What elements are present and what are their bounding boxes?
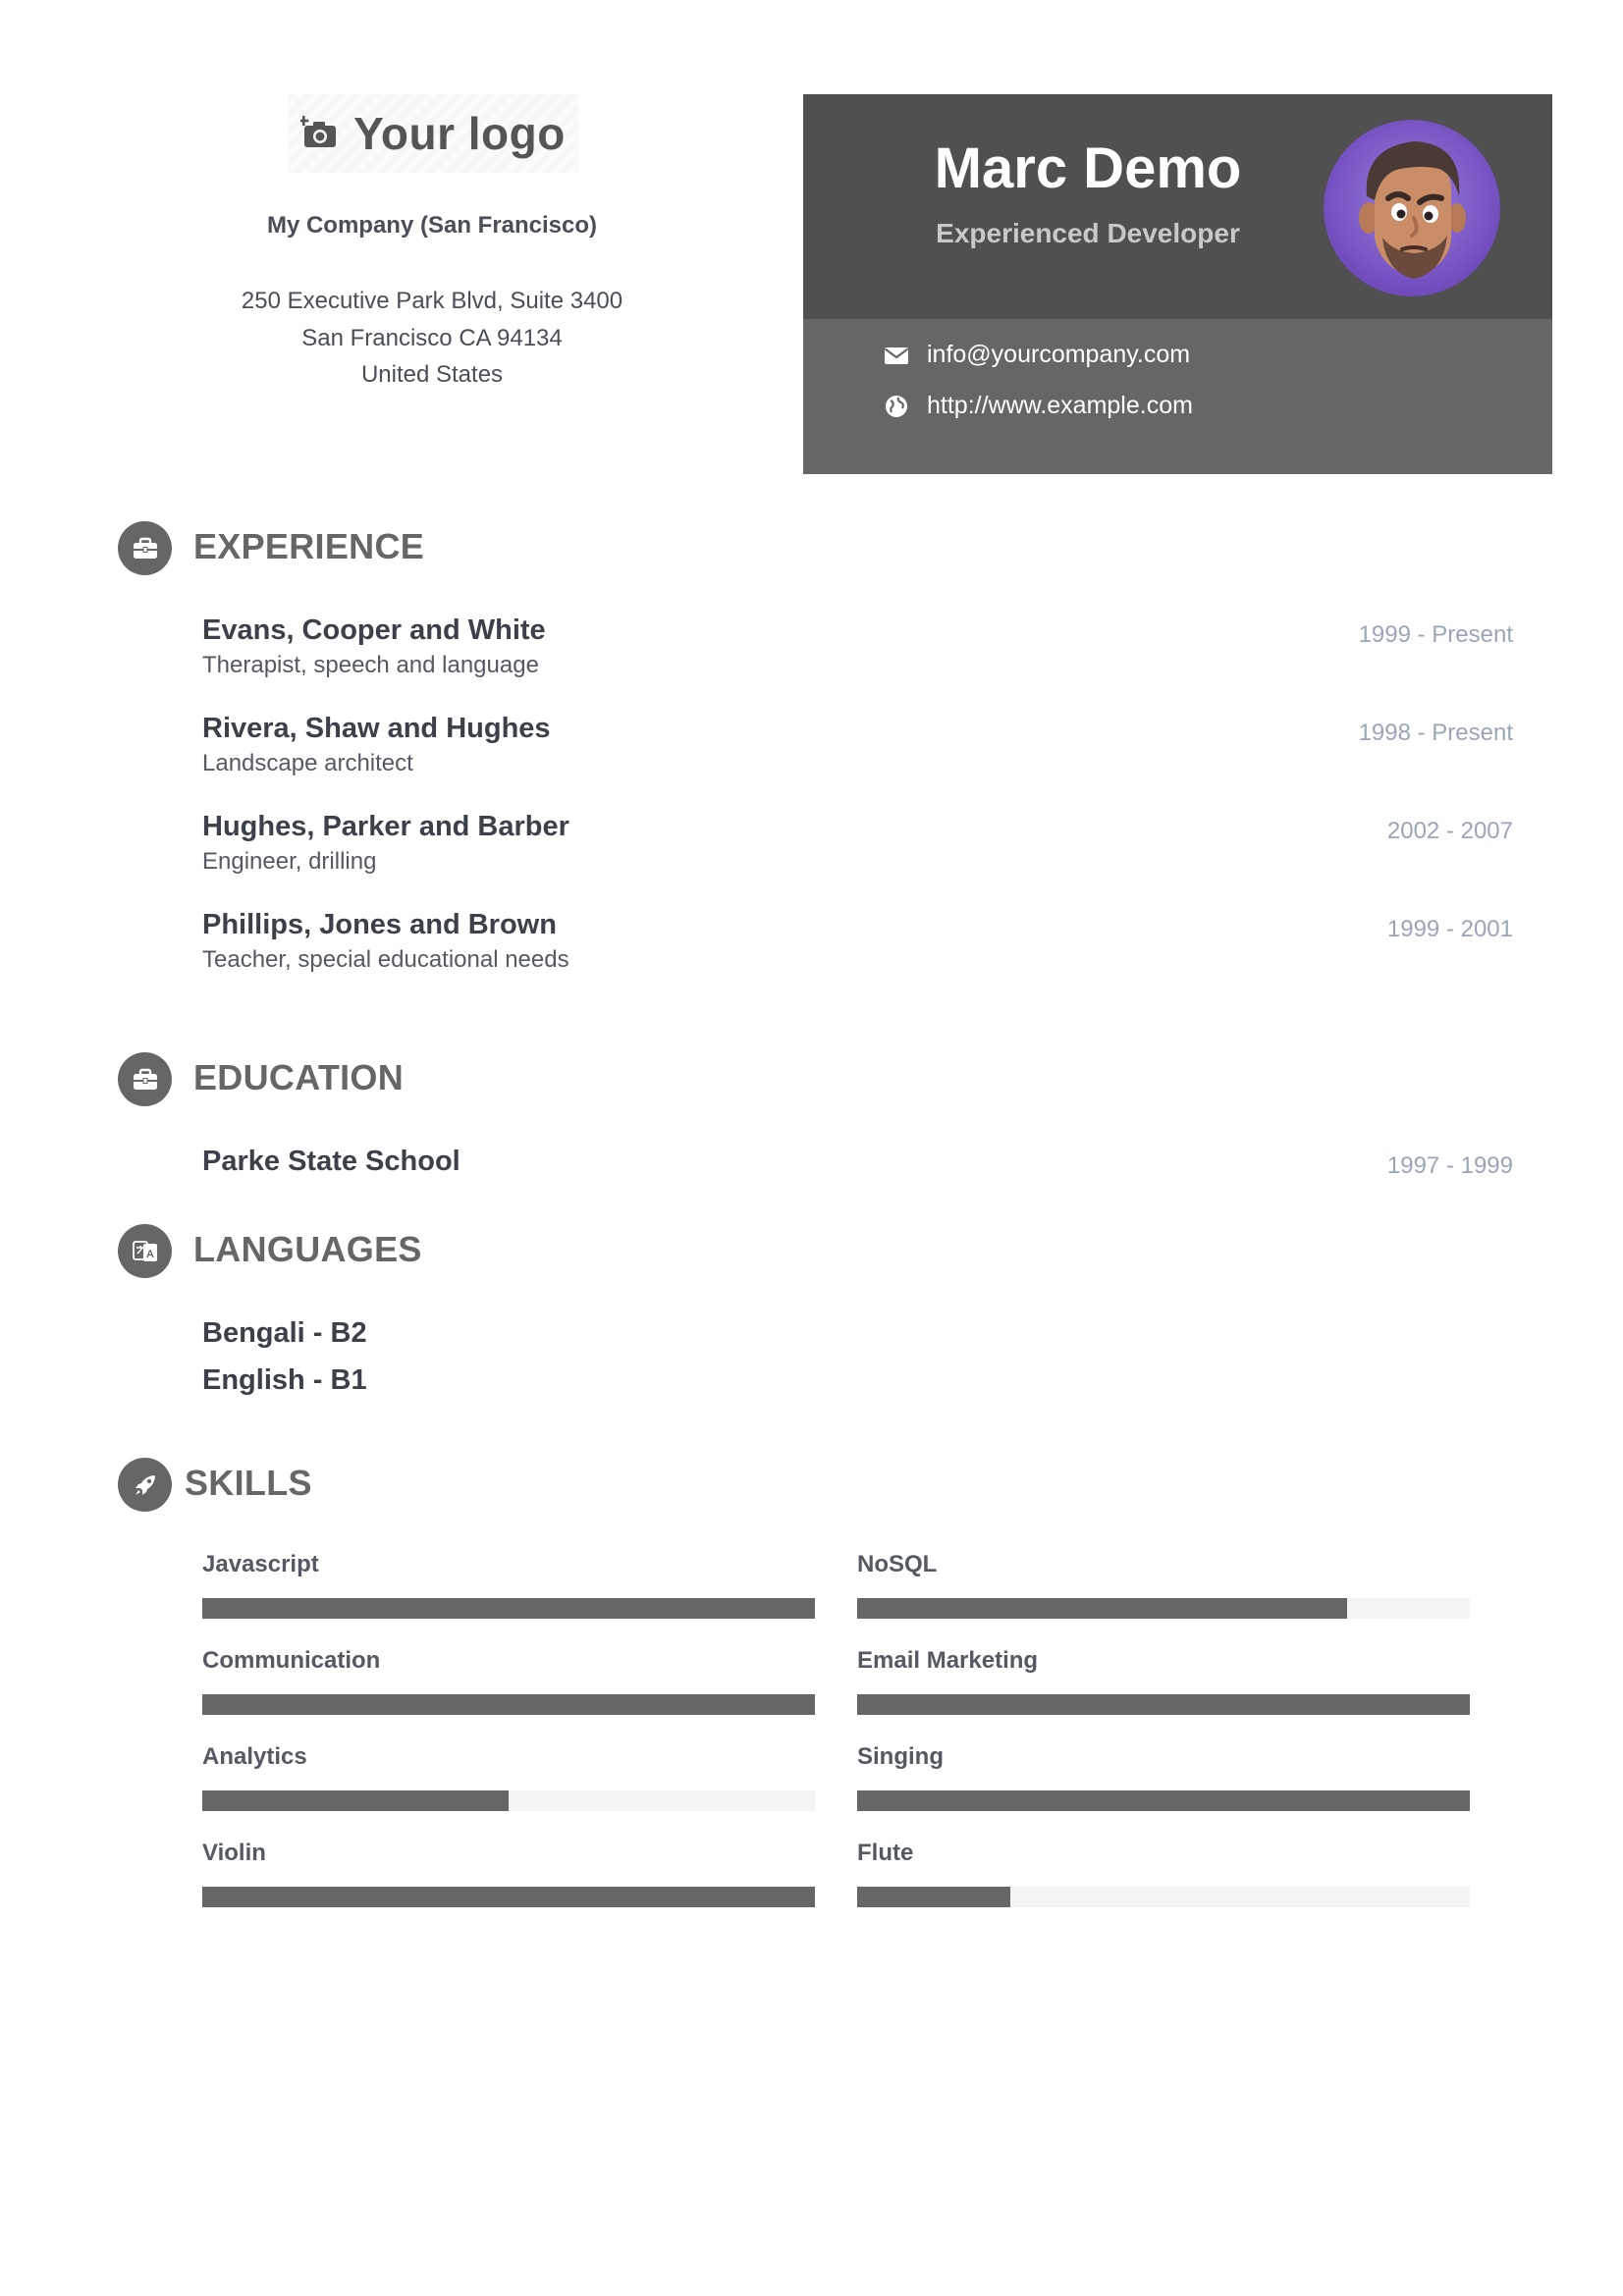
language-item: English - B1 <box>202 1364 367 1396</box>
education-heading: EDUCATION <box>193 1057 405 1097</box>
experience-heading: EXPERIENCE <box>193 526 425 566</box>
skill-bar-track <box>857 1598 1470 1619</box>
languages-heading: LANGUAGES <box>193 1229 422 1269</box>
language-item: Bengali - B2 <box>202 1317 367 1349</box>
experience-company: Rivera, Shaw and Hughes <box>202 713 551 744</box>
avatar-illustration <box>1324 120 1500 296</box>
envelope-icon <box>884 343 909 368</box>
rocket-icon <box>131 1470 160 1500</box>
email-link[interactable]: info@yourcompany.com <box>927 341 1191 368</box>
experience-company: Phillips, Jones and Brown <box>202 909 557 940</box>
experience-company: Hughes, Parker and Barber <box>202 811 569 842</box>
skill-bar-track <box>202 1887 815 1907</box>
experience-role: Therapist, speech and language <box>202 652 539 678</box>
skill-bar-track <box>202 1790 815 1811</box>
website-row[interactable] <box>884 392 1193 420</box>
skill-bar-fill <box>202 1887 815 1907</box>
skill-bar-fill <box>857 1887 1010 1907</box>
profile-card <box>803 94 1552 474</box>
skills-heading: SKILLS <box>185 1463 312 1503</box>
experience-dates: 1999 - 2001 <box>1386 916 1513 942</box>
education-section-icon <box>118 1052 172 1106</box>
language-icon <box>131 1237 160 1266</box>
education-dates: 1997 - 1999 <box>1386 1152 1513 1179</box>
skill-label: Singing <box>857 1743 944 1770</box>
skill-label: Email Marketing <box>857 1647 1039 1674</box>
experience-section-icon <box>118 521 172 575</box>
languages-section-icon <box>118 1224 172 1278</box>
email-row[interactable] <box>884 341 1190 369</box>
experience-dates: 1999 - Present <box>1358 621 1513 648</box>
experience-dates: 1998 - Present <box>1358 720 1513 746</box>
company-name: My Company (San Francisco) <box>266 212 598 239</box>
skill-bar-track <box>202 1694 815 1715</box>
avatar <box>1324 120 1500 296</box>
skill-bar-fill <box>857 1790 1470 1811</box>
skill-label: Javascript <box>202 1551 319 1577</box>
address-line: United States <box>360 361 504 388</box>
skill-label: Violin <box>202 1840 266 1866</box>
briefcase-icon <box>131 534 160 563</box>
skill-bar-track <box>202 1598 815 1619</box>
experience-role: Teacher, special educational needs <box>202 946 569 973</box>
experience-role: Landscape architect <box>202 750 413 776</box>
skill-label: Analytics <box>202 1743 307 1770</box>
company-logo <box>288 94 578 173</box>
website-link[interactable]: http://www.example.com <box>927 392 1193 419</box>
education-school: Parke State School <box>202 1146 460 1177</box>
skill-bar-fill <box>857 1694 1470 1715</box>
skill-bar-fill <box>202 1694 815 1715</box>
person-name: Marc Demo <box>934 136 1242 200</box>
globe-icon <box>884 394 909 419</box>
logo-text: Your logo <box>353 108 566 159</box>
profile-card-top <box>803 94 1552 319</box>
person-title: Experienced Developer <box>936 218 1240 248</box>
address-line: 250 Executive Park Blvd, Suite 3400 <box>241 288 623 314</box>
skill-bar-fill <box>202 1790 509 1811</box>
profile-card-contacts <box>803 319 1552 474</box>
skill-bar-fill <box>857 1598 1347 1619</box>
skills-section-icon <box>118 1458 172 1512</box>
address-line: San Francisco CA 94134 <box>301 324 563 351</box>
camera-plus-icon <box>300 114 340 153</box>
experience-role: Engineer, drilling <box>202 848 377 875</box>
skill-bar-track <box>857 1694 1470 1715</box>
skill-bar-fill <box>202 1598 815 1619</box>
skill-label: Flute <box>857 1840 914 1866</box>
experience-dates: 2002 - 2007 <box>1386 818 1513 844</box>
briefcase-icon <box>131 1065 160 1095</box>
company-address <box>128 283 736 394</box>
skill-bar-track <box>857 1887 1470 1907</box>
skill-label: NoSQL <box>857 1551 938 1577</box>
experience-company: Evans, Cooper and White <box>202 614 546 646</box>
skill-bar-track <box>857 1790 1470 1811</box>
svg-text:A: A <box>145 1248 154 1260</box>
skill-label: Communication <box>202 1647 381 1674</box>
